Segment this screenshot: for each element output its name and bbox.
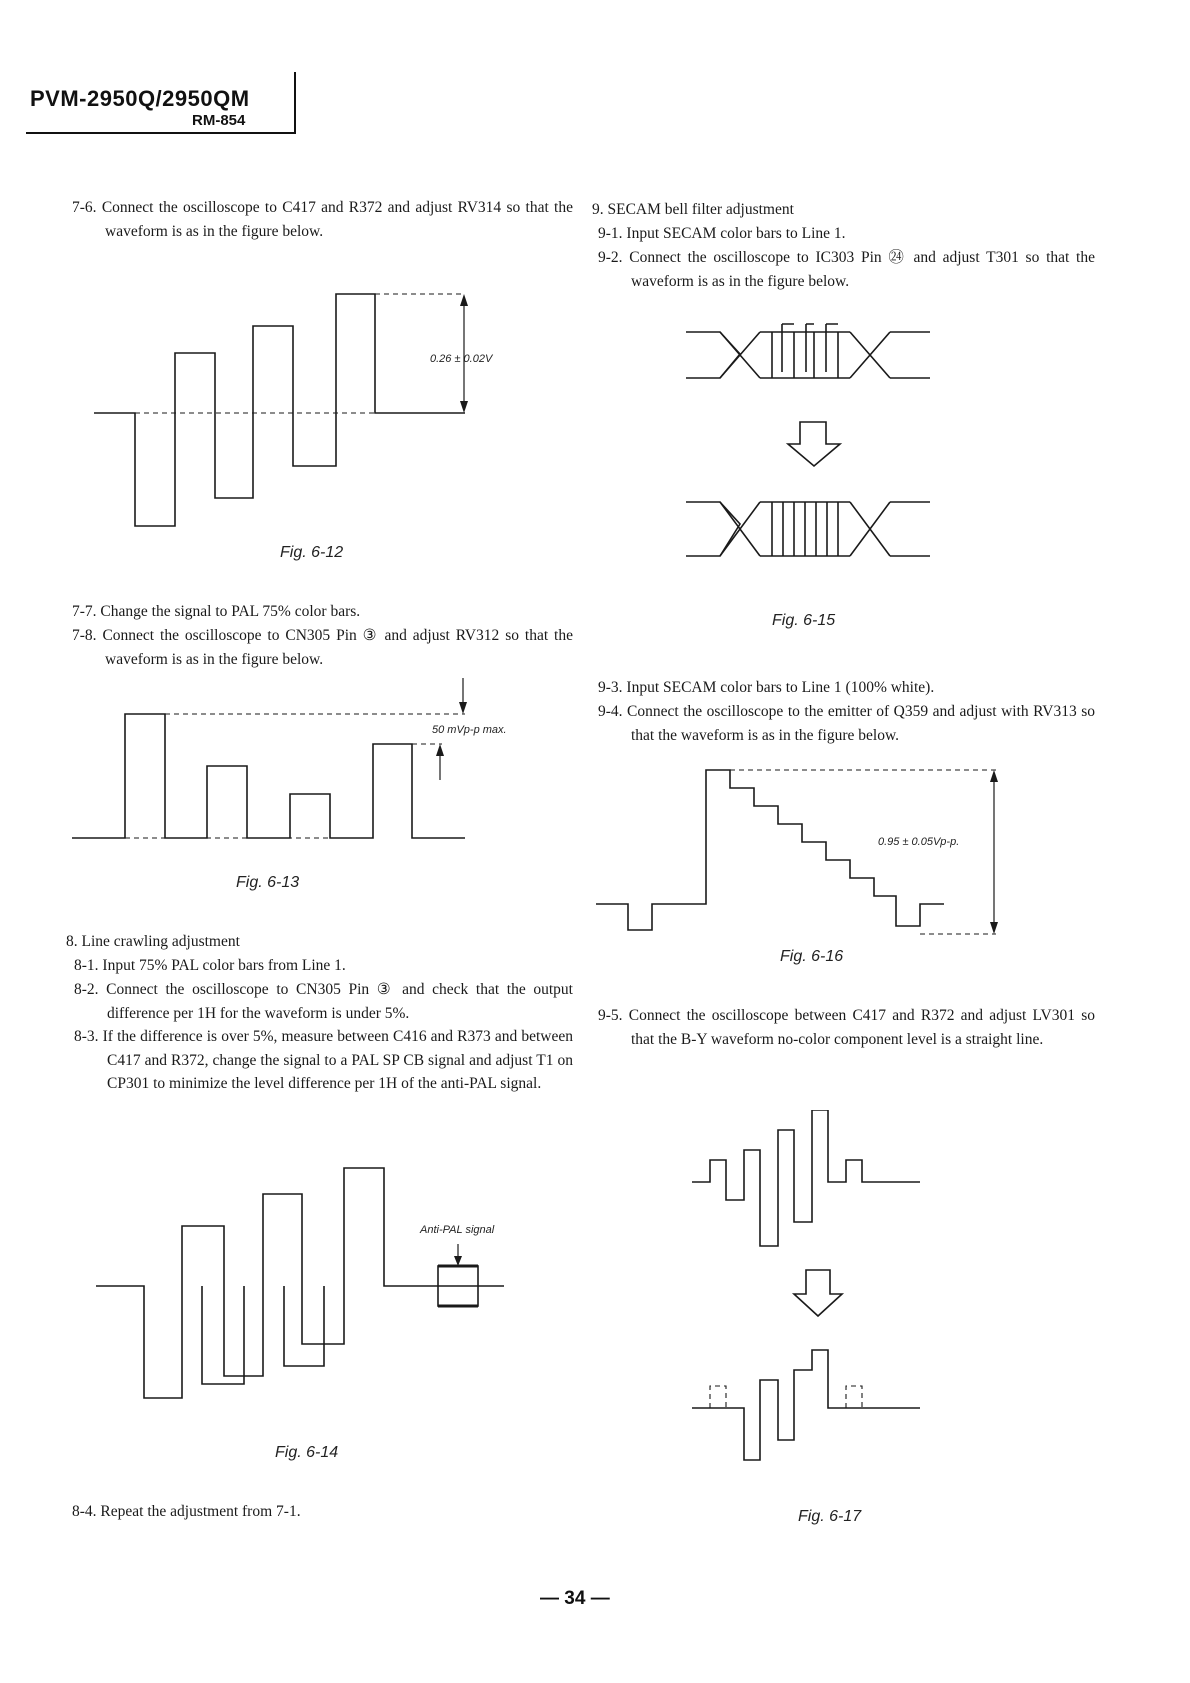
step-7-8: 7-8. Connect the oscilloscope to CN305 Pin ③ and adjust RV312 so that the waveform is as in the figure below. xyxy=(72,627,573,668)
fig12-arrow-down xyxy=(460,401,468,413)
fig16-staircase xyxy=(596,770,944,930)
fig14-waveform xyxy=(96,1168,504,1398)
page-number: — 34 — xyxy=(540,1588,610,1609)
figure-6-14 xyxy=(94,1166,514,1416)
step-7-7: 7-7. Change the signal to PAL 75% color bars. xyxy=(72,603,361,620)
figure-6-13 xyxy=(70,674,470,850)
step-8-3: 8-3. If the difference is over 5%, measure between C416 and R373 and between C417 and R372, change the signal to a PAL SP CB signal and adjust T1 on CP301 to minimize the level difference per 1H of the anti-PAL signal. xyxy=(74,1028,573,1092)
fig13-arrow-up xyxy=(436,744,444,756)
fig13-caption: Fig. 6-13 xyxy=(236,874,300,891)
step-8-4: 8-4. Repeat the adjustment from 7-1. xyxy=(72,1503,301,1520)
step-9-3: 9-3. Input SECAM color bars to Line 1 (100% white). xyxy=(598,679,935,696)
figure-6-16 xyxy=(594,766,1014,946)
fig17-down-arrow xyxy=(794,1270,842,1316)
fig17-ghost-right xyxy=(846,1386,862,1408)
fig13-arrow-down xyxy=(459,702,467,714)
fig15-caption: Fig. 6-15 xyxy=(772,612,836,629)
fig14-label: Anti-PAL signal xyxy=(420,1224,495,1236)
fig17-before xyxy=(692,1110,920,1246)
model-title: PVM-2950Q/2950QM xyxy=(30,86,250,111)
step-8-1: 8-1. Input 75% PAL color bars from Line 1. xyxy=(74,957,346,974)
fig15-after xyxy=(686,502,930,556)
fig12-waveform xyxy=(94,294,465,526)
fig16-arrow-up xyxy=(990,770,998,782)
fig14-caption: Fig. 6-14 xyxy=(275,1444,339,1461)
section-8-title: 8. Line crawling adjustment xyxy=(66,933,240,950)
step-8-2: 8-2. Connect the oscilloscope to CN305 Pin ③ and check that the output difference per 1H for the waveform is under 5%. xyxy=(74,981,573,1022)
fig15-down-arrow xyxy=(788,422,840,466)
header-divider-horizontal xyxy=(26,132,296,134)
fig12-label: 0.26 ± 0.02V xyxy=(430,353,493,365)
fig17-caption: Fig. 6-17 xyxy=(798,1508,862,1525)
fig16-label: 0.95 ± 0.05Vp-p. xyxy=(878,836,960,848)
step-9-2: 9-2. Connect the oscilloscope to IC303 Pin ㉔ and adjust T301 so that the waveform is as in the figure below. xyxy=(598,249,1095,290)
fig14-antipal-1 xyxy=(202,1286,244,1384)
fig13-waveform xyxy=(72,714,465,838)
figure-6-15 xyxy=(680,318,950,568)
fig12-arrow-up xyxy=(460,294,468,306)
fig17-ghost-left xyxy=(710,1386,726,1408)
step-7-6: 7-6. Connect the oscilloscope to C417 and R372 and adjust RV314 so that the waveform is as in the figure below. xyxy=(72,199,573,240)
step-9-5: 9-5. Connect the oscilloscope between C417 and R372 and adjust LV301 so that the B-Y waveform no-color component level is a straight line. xyxy=(598,1007,1095,1048)
fig16-arrow-down xyxy=(990,922,998,934)
fig14-antipal-2 xyxy=(284,1286,324,1366)
fig15-before xyxy=(686,324,930,378)
fig13-label: 50 mVp-p max. xyxy=(432,724,507,736)
step-9-4: 9-4. Connect the oscilloscope to the emitter of Q359 and adjust with RV313 so that the waveform is as in the figure below. xyxy=(598,703,1095,744)
fig12-caption: Fig. 6-12 xyxy=(280,544,344,561)
figure-6-17 xyxy=(688,1110,928,1490)
header-divider-vertical xyxy=(294,72,296,132)
step-9-1: 9-1. Input SECAM color bars to Line 1. xyxy=(598,225,846,242)
section-9-title: 9. SECAM bell filter adjustment xyxy=(592,201,794,218)
fig17-after xyxy=(692,1350,920,1460)
model-subtitle: RM-854 xyxy=(192,112,246,129)
fig16-caption: Fig. 6-16 xyxy=(780,948,844,965)
figure-6-12 xyxy=(90,290,493,540)
